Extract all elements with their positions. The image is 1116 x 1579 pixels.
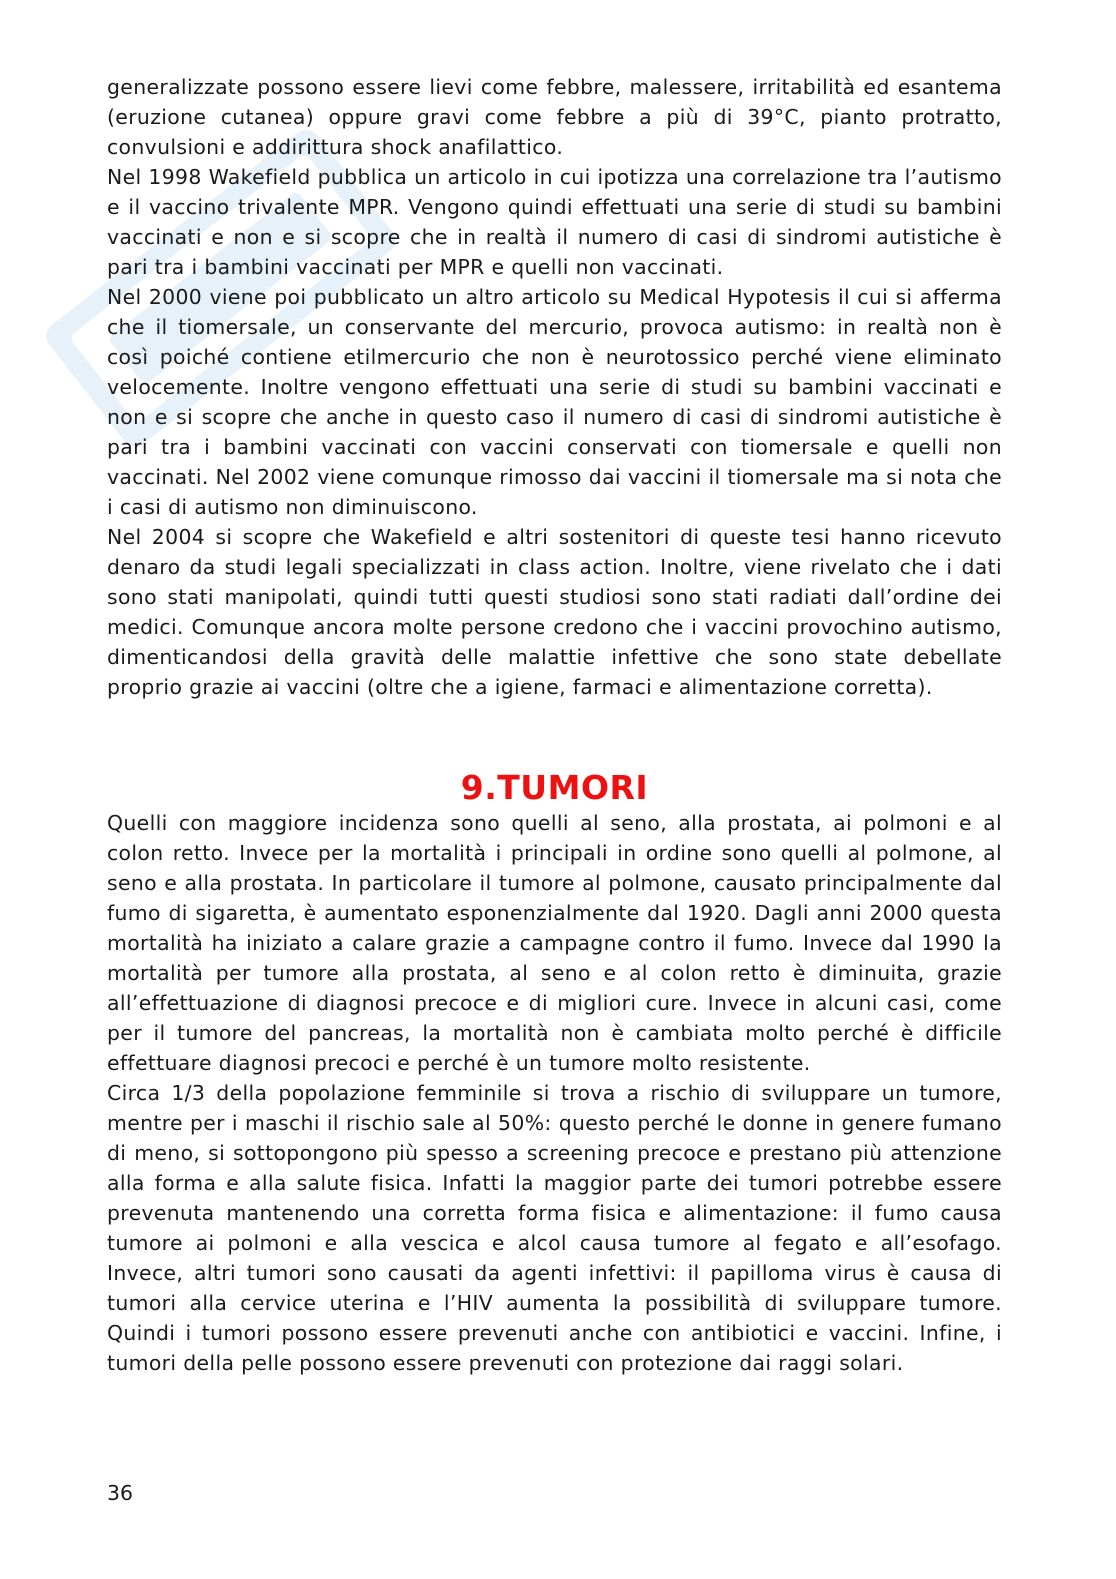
page-number: 36 xyxy=(107,1481,133,1505)
section-heading: 9.TUMORI xyxy=(460,768,649,807)
paragraph-symptoms: generalizzate possono essere lievi come febbre, malessere, irritabilità ed esantema (eruzione cutanea) oppure gravi come febbre a più di 39°C, pianto protratto, convulsioni e addirittura shock anafilattico. xyxy=(107,75,1002,159)
paragraph-tumori-risk: Circa 1/3 della popolazione femminile si trova a rischio di sviluppare un tumore, mentre per i maschi il rischio sale al 50%: questo perché le donne in genere fumano di meno, si sottopongono più spesso a screening precoce e prestano più attenzione alla forma e alla salute fisica. Infatti la maggior parte dei tumori potrebbe essere prevenuta mantenendo una corretta forma fisica e alimentazione: il fumo causa tumore ai polmoni e alla vescica e alcol causa tumore al fegato e all’esofago. Invece, altri tumori sono causati da agenti infettivi: il papilloma virus è causa di tumori alla cervice uterina e l’HIV aumenta la possibilità di sviluppare tumore. Quindi i tumori possono essere prevenuti anche con antibiotici e vaccini. Infine, i tumori della pelle possono essere prevenuti con protezione dai raggi solari. xyxy=(107,1081,1002,1375)
document-page xyxy=(107,72,1002,1378)
paragraph-wakefield-1998: Nel 1998 Wakefield pubblica un articolo in cui ipotizza una correlazione tra l’autismo e il vaccino trivalente MPR. Vengono quindi effettuati una serie di studi su bambini vaccinati e non e si scopre che in realtà il numero di casi di sindromi autistiche è pari tra i bambini vaccinati per MPR e quelli non vaccinati. xyxy=(107,165,1002,279)
paragraph-tiomersale-2000: Nel 2000 viene poi pubblicato un altro articolo su Medical Hypotesis il cui si afferma che il tiomersale, un conservante del mercurio, provoca autismo: in realtà non è così poiché contiene etilmercurio che non è neurotossico perché viene eliminato velocemente. Inoltre vengono effettuati una serie di studi su bambini vaccinati e non e si scopre che anche in questo caso il numero di casi di sindromi autistiche è pari tra i bambini vaccinati con vaccini conservati con tiomersale e quelli non vaccinati. Nel 2002 viene comunque rimosso dai vaccini il tiomersale ma si nota che i casi di autismo non diminuiscono. xyxy=(107,285,1002,519)
paragraph-tumori-incidence: Quelli con maggiore incidenza sono quelli al seno, alla prostata, ai polmoni e al colon retto. Invece per la mortalità i principali in ordine sono quelli al polmone, al seno e alla prostata. In particolare il tumore al polmone, causato principalmente dal fumo di sigaretta, è aumentato esponenzialmente dal 1920. Dagli anni 2000 questa mortalità ha iniziato a calare grazie a campagne contro il fumo. Invece dal 1990 la mortalità per tumore alla prostata, al seno e al colon retto è diminuita, grazie all’effettuazione di diagnosi precoce e di migliori cure. Invece in alcuni casi, come per il tumore del pancreas, la mortalità non è cambiata molto perché è difficile effettuare diagnosi precoci e perché è un tumore molto resistente. xyxy=(107,811,1002,1075)
paragraph-wakefield-2004: Nel 2004 si scopre che Wakefield e altri sostenitori di queste tesi hanno ricevuto denaro da studi legali specializzati in class action. Inoltre, viene rivelato che i dati sono stati manipolati, quindi tutti questi studiosi sono stati radiati dall’ordine dei medici. Comunque ancora molte persone credono che i vaccini provochino autismo, dimenticandosi della gravità delle malattie infettive che sono state debellate proprio grazie ai vaccini (oltre che a igiene, farmaci e alimentazione corretta). xyxy=(107,525,1002,699)
